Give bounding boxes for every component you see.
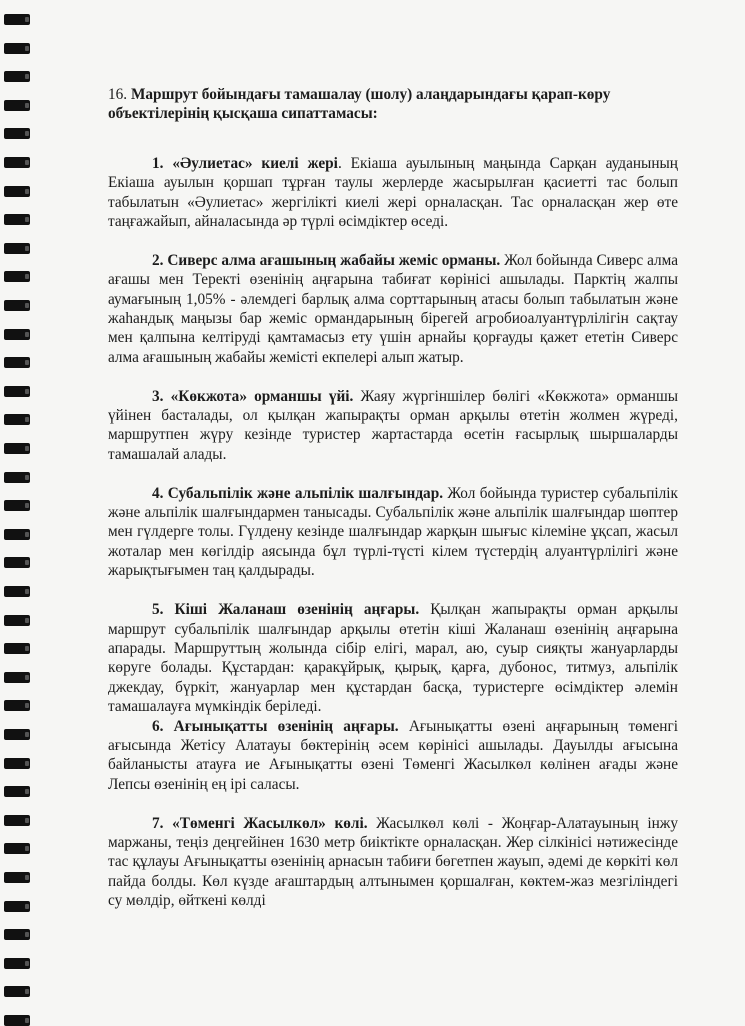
binding-ring	[4, 271, 30, 282]
binding-ring	[4, 100, 30, 111]
binding-ring	[4, 929, 30, 940]
section-7-body: Жасылкөл көлі - Жоңғар-Алатауының інжу маржаны, теңіз деңгейінен 1630 метр биіктікте орналасқан. Жер сілкінісі нәтижесінде тас құлауы Ағынықатты өзенінің арнасын табиғи бөгетпен жауып, әдемі де көркіті көл пайда болды. Көл күзде ағаштардың алтынымен қоршалған, көктем-жаз мезгіліндегі су мөлдір, өйткені көлді	[108, 814, 678, 910]
binding-ring	[4, 729, 30, 740]
section-2	[108, 251, 678, 367]
section-4	[108, 484, 678, 581]
section-4-body: Жол бойында туристер субальпілік және альпілік шалғындармен танысады. Субальпілік және альпілік шалғындар шөптер мен гүлдерге толы. Гүлдену кезінде шалғындар жарқын шығыс кілеміне ұқсап, жасыл жоталар мен көгілдір аясында бұл түрлі-түсті кілем түстердің алуантүрлілігі және жарықтығымен таң қалдырады.	[108, 484, 678, 580]
binding-ring	[4, 529, 30, 540]
section-4-heading: 4. Субальпілік және альпілік шалғындар.	[152, 484, 444, 502]
binding-ring	[4, 157, 30, 168]
binding-ring	[4, 443, 30, 454]
section-1-heading: 1. «Әулиетас» киелі жері	[152, 154, 338, 172]
section-1-body: . Екіаша ауылының маңында Сарқан ауданының Екіаша ауылын қоршап тұрған таулы жерлерде жасырылған қасиетті тас болып табылатын «Әулиетас» жергілікті киелі жері орналасқан. Тас орналасқан жер өте таңғажайып, айналасында әр түрлі өсімдіктер өседі.	[108, 154, 678, 231]
binding-ring	[4, 758, 30, 769]
section-7-heading: 7. «Төменгі Жасылкөл» көлі.	[152, 814, 368, 832]
binding-ring	[4, 186, 30, 197]
binding-ring	[4, 586, 30, 597]
binding-ring	[4, 615, 30, 626]
section-5-heading: 5. Кіші Жаланаш өзенінің аңғары.	[152, 601, 420, 619]
binding-ring	[4, 700, 30, 711]
binding-ring	[4, 557, 30, 568]
binding-ring	[4, 243, 30, 254]
binding-ring	[4, 786, 30, 797]
section-1	[108, 154, 678, 232]
binding-ring	[4, 958, 30, 969]
section-3-body: Жаяу жүргіншілер бөлігі «Көкжота» орманшы үйінен басталады, ол қылқан жапырақты орман арқылы өтетін жолмен жүреді, маршрутпен жүру кезінде туристер жартастарда өсетін ғасырлық шыршаларды тамашалай алады.	[108, 387, 679, 463]
section-6	[108, 717, 678, 795]
binding-ring	[4, 843, 30, 854]
binding-ring	[4, 643, 30, 654]
binding-ring	[4, 71, 30, 82]
section-7	[108, 814, 678, 911]
document-page	[108, 85, 678, 930]
section-6-body: Ағынықатты өзені аңғарының төменгі ағысында Жетісу Алатауы бөктерінің әсем көрінісі ашылады. Дауылды ағысына байланысты атауға ие Ағынықатты өзені Төменгі Жасылкөл көлінен ағады және Лепсы өзенінің ең ірі саласы.	[108, 717, 678, 793]
section-6-heading: 6. Ағынықатты өзенінің аңғары.	[152, 717, 399, 735]
binding-ring	[4, 472, 30, 483]
spiral-binding	[0, 0, 34, 1024]
title-number: 16.	[108, 86, 128, 103]
binding-ring	[4, 815, 30, 826]
binding-ring	[4, 672, 30, 683]
section-2-heading: 2. Сиверс алма ағашының жабайы жеміс орманы.	[152, 251, 501, 269]
section-2-body: Жол бойында Сиверс алма ағашы мен Теректі өзенінің аңғарына табиғат көрінісі ашылады. Парктің жалпы аумағының 1,05% - әлемдегі барлық алма сорттарының атасы болып табылатын және жаһандық маңызы бар жеміс ормандарының бірегей агробиоалуантүрлілігін сақтау мен қалпына келтіруді қамтамасыз ету үшін арнайы қорғауды қажет ететін Сиверс алма ағашының жабайы жемісті екпелері алып жатыр.	[108, 251, 678, 366]
binding-ring	[4, 214, 30, 225]
binding-ring	[4, 300, 30, 311]
binding-ring	[4, 43, 30, 54]
binding-ring	[4, 500, 30, 511]
binding-ring	[4, 329, 30, 340]
binding-ring	[4, 901, 30, 912]
binding-ring	[4, 128, 30, 139]
binding-ring	[4, 872, 30, 883]
binding-ring	[4, 1015, 30, 1026]
binding-ring	[4, 386, 30, 397]
section-5	[108, 600, 678, 716]
section-3	[108, 387, 678, 465]
document-title	[108, 85, 678, 124]
section-3-heading: 3. «Көкжота» орманшы үйі.	[152, 387, 354, 405]
binding-ring	[4, 14, 30, 25]
binding-ring	[4, 414, 30, 425]
section-5-body: Қылқан жапырақты орман арқылы маршрут субальпілік шалғындар арқылы өтетін кіші Жаланаш өзенінің аңғарына апарады. Маршруттың жолында сібір елігі, марал, аю, суыр сияқты жануарларды көруге болады. Құстардан: қаракұйрық, қырық, қарға, дубонос, титмуз, альпілік джекдау, бүркіт, жануарлар мен құстардан басқа, туристерге өсімдіктер әлемін тамашалауға мүмкіндік беріледі.	[108, 601, 678, 716]
title-text: Маршрут бойындағы тамашалау (шолу) алаңдарындағы қарап-көру объектілерінің қысқаша сипаттамасы:	[108, 86, 611, 123]
binding-ring	[4, 986, 30, 997]
binding-ring	[4, 357, 30, 368]
